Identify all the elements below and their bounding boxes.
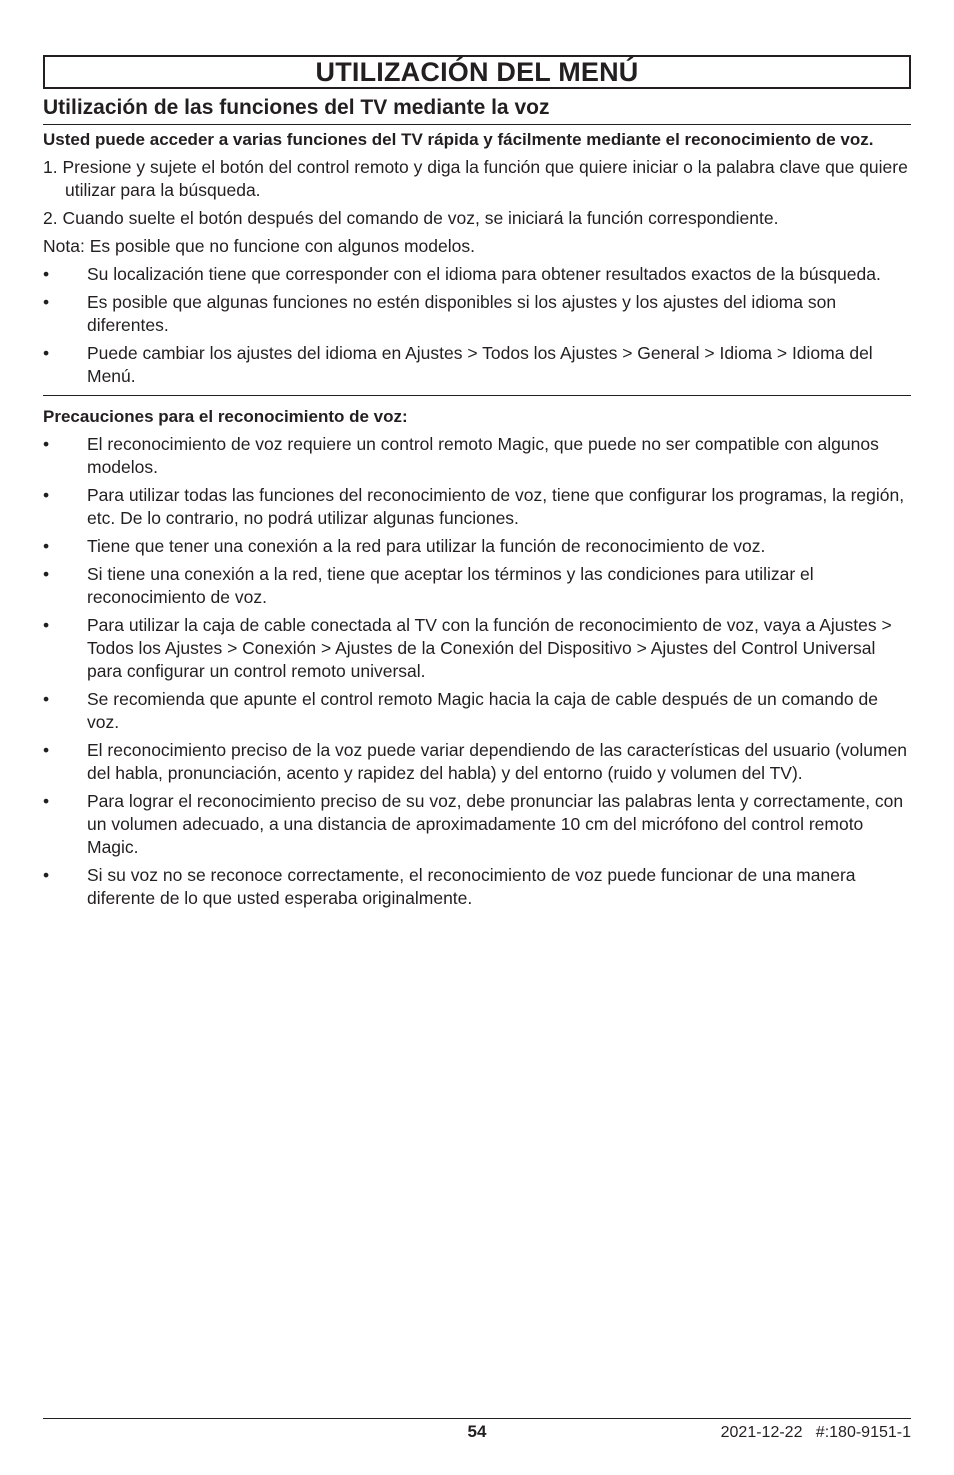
- list-item: [43, 433, 911, 479]
- list-item: [43, 484, 911, 530]
- list-item: [43, 263, 911, 286]
- bullet-icon: •: [43, 791, 50, 811]
- note-text: Nota: Es posible que no funcione con algunos modelos.: [43, 236, 475, 256]
- list-item: [43, 563, 911, 609]
- step-1: 1. Presione y sujete el botón del control remoto y diga la función que quiere iniciar o la palabra clave que quiere utilizar para la búsqueda.: [43, 157, 908, 200]
- list-item: [43, 614, 911, 683]
- list-item: [43, 790, 911, 859]
- page-title: UTILIZACIÓN DEL MENÚ: [43, 55, 911, 89]
- list-item-text: Puede cambiar los ajustes del idioma en Ajustes > Todos los Ajustes > General > Idioma > Idioma del Menú.: [87, 343, 873, 386]
- list-item: [43, 688, 911, 734]
- bullet-icon: •: [43, 264, 50, 284]
- section-divider: [43, 395, 911, 396]
- note-bullet-list: [43, 263, 911, 388]
- list-item: [43, 291, 911, 337]
- bullet-icon: •: [43, 740, 50, 760]
- bullet-icon: •: [43, 343, 50, 363]
- precautions-list: [43, 433, 911, 910]
- list-item-text: Se recomienda que apunte el control remoto Magic hacia la caja de cable después de un comando de voz.: [87, 689, 878, 732]
- page-number: 54: [467, 1422, 487, 1441]
- precautions-heading: Precauciones para el reconocimiento de voz:: [43, 407, 408, 426]
- bullet-icon: •: [43, 689, 50, 709]
- list-item-text: Para utilizar todas las funciones del reconocimiento de voz, tiene que configurar los programas, la región, etc. De lo contrario, no podrá utilizar algunas funciones.: [87, 485, 905, 528]
- bullet-icon: •: [43, 536, 50, 556]
- list-item: [43, 739, 911, 785]
- manual-page: [43, 55, 911, 910]
- list-item-text: Para lograr el reconocimiento preciso de su voz, debe pronunciar las palabras lenta y correctamente, con un volumen adecuado, a una distancia de aproximadamente 10 cm del micrófono del control remoto Magic.: [87, 791, 904, 857]
- list-item: [43, 864, 911, 910]
- bullet-icon: •: [43, 615, 50, 635]
- list-item-text: Es posible que algunas funciones no estén disponibles si los ajustes y los ajustes del idioma son diferentes.: [87, 292, 837, 335]
- bullet-icon: •: [43, 434, 50, 454]
- bullet-icon: •: [43, 485, 50, 505]
- list-item-text: El reconocimiento preciso de la voz puede variar dependiendo de las características del usuario (volumen del habla, pronunciación, acento y rapidez del habla) y del entorno (ruido y volumen del TV).: [87, 740, 908, 783]
- bullet-icon: •: [43, 865, 50, 885]
- footer-divider: [43, 1418, 911, 1419]
- list-item-text: Tiene que tener una conexión a la red para utilizar la función de reconocimiento de voz.: [87, 536, 766, 556]
- bullet-icon: •: [43, 564, 50, 584]
- list-item: [43, 535, 911, 558]
- list-item-text: Si su voz no se reconoce correctamente, el reconocimiento de voz puede funcionar de una manera diferente de lo que usted esperaba originalmente.: [87, 865, 856, 908]
- list-item-text: Si tiene una conexión a la red, tiene que aceptar los términos y las condiciones para utilizar el reconocimiento de voz.: [87, 564, 814, 607]
- list-item-text: El reconocimiento de voz requiere un control remoto Magic, que puede no ser compatible con algunos modelos.: [87, 434, 879, 477]
- list-item-text: Para utilizar la caja de cable conectada al TV con la función de reconocimiento de voz, vaya a Ajustes > Todos los Ajustes > Conexión > Ajustes de la Conexión del Dispositivo > Ajustes del Control Universal para configurar un control remoto universal.: [87, 615, 892, 681]
- section-title: Utilización de las funciones del TV mediante la voz: [43, 94, 911, 125]
- step-2: 2. Cuando suelte el botón después del comando de voz, se iniciará la función correspondiente.: [43, 208, 779, 228]
- document-info: 2021-12-22 #:180-9151-1: [720, 1424, 911, 1441]
- list-item-text: Su localización tiene que corresponder con el idioma para obtener resultados exactos de la búsqueda.: [87, 264, 881, 284]
- bullet-icon: •: [43, 292, 50, 312]
- intro-paragraph: Usted puede acceder a varias funciones del TV rápida y fácilmente mediante el reconocimiento de voz.: [43, 130, 874, 149]
- list-item: [43, 342, 911, 388]
